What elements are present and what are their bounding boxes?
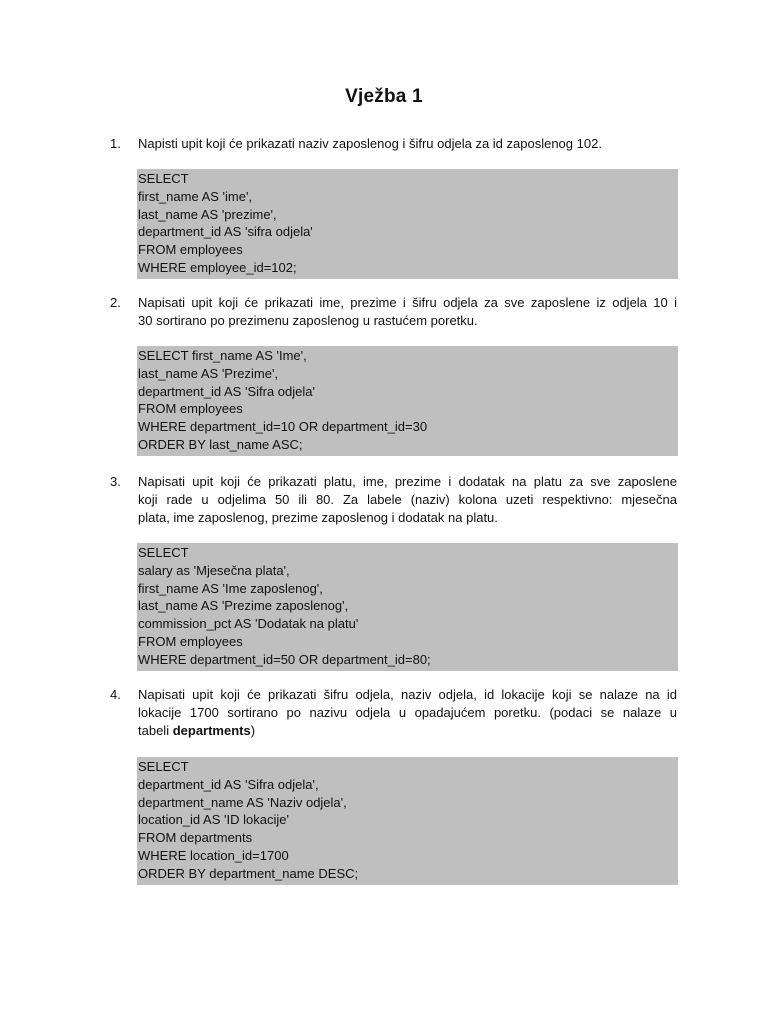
code-line: department_id AS 'sifra odjela' <box>138 224 313 240</box>
sql-code-block-1 <box>137 169 678 279</box>
question-line: Napisati upit koji će prikazati šifru odjela, naziv odjela, id lokacije koji se nalaze na id <box>138 687 677 702</box>
code-line: WHERE department_id=10 OR department_id=30 <box>138 419 428 435</box>
code-line: department_id AS 'Sifra odjela' <box>138 383 315 399</box>
code-line: salary as 'Mjesečna plata', <box>138 562 290 578</box>
question-line: Napisti upit koji će prikazati naziv zaposlenog i šifru odjela za id zaposlenog 102. <box>138 136 602 151</box>
code-line: WHERE department_id=50 OR department_id=80; <box>138 651 431 667</box>
code-line: first_name AS 'Ime zaposlenog', <box>138 580 323 596</box>
code-line: location_id AS 'ID lokacije' <box>138 812 289 828</box>
question-text: tabeli <box>138 723 173 738</box>
code-line: department_id AS 'Sifra odjela', <box>138 776 319 792</box>
question-line: lokacije 1700 sortirano po nazivu odjela u opadajućem poretku. (podaci se nalaze u <box>138 705 677 720</box>
question-line: Napisati upit koji će prikazati platu, ime, prezime i dodatak na platu za sve zaposlene <box>138 474 677 489</box>
exercise-question <box>138 686 677 740</box>
sql-code-block-2 <box>137 346 678 456</box>
exercise-question <box>138 473 677 527</box>
sql-code-block-3 <box>137 543 678 671</box>
code-line: SELECT <box>138 759 189 774</box>
question-text: ) <box>250 723 256 738</box>
sql-code-block-4 <box>137 757 678 885</box>
code-line: first_name AS 'ime', <box>138 188 253 204</box>
table-name-bold: departments <box>172 723 251 738</box>
code-line: last_name AS 'prezime', <box>138 206 277 222</box>
code-line: WHERE employee_id=102; <box>138 259 297 275</box>
exercise-question <box>138 135 677 153</box>
exercise-number: 1. <box>110 136 121 151</box>
code-line: FROM employees <box>138 242 243 258</box>
question-line: Napisati upit koji će prikazati ime, prezime i šifru odjela za sve zaposlene iz odjela 10 i <box>138 295 677 310</box>
exercise-number: 4. <box>110 687 121 702</box>
question-line-with-bold <box>138 722 677 740</box>
code-line: department_name AS 'Naziv odjela', <box>138 794 347 810</box>
code-line: WHERE location_id=1700 <box>138 847 289 863</box>
code-line: ORDER BY department_name DESC; <box>138 865 359 881</box>
code-line: last_name AS 'Prezime zaposlenog', <box>138 598 349 614</box>
question-line: koji rade u odjelima 50 ili 80. Za labele (naziv) kolona uzeti respektivno: mjesečna <box>138 492 677 507</box>
code-line: FROM departments <box>138 830 253 846</box>
code-line: SELECT <box>138 545 189 560</box>
code-line: FROM employees <box>138 401 243 417</box>
code-line: last_name AS 'Prezime', <box>138 365 279 381</box>
code-line: commission_pct AS 'Dodatak na platu' <box>138 616 359 632</box>
exercise-number: 3. <box>110 474 121 489</box>
question-line: plata, ime zaposlenog, prezime zaposlenog i dodatak na platu. <box>138 510 498 525</box>
code-line: ORDER BY last_name ASC; <box>138 436 303 452</box>
code-line: SELECT <box>138 171 189 186</box>
exercise-number: 2. <box>110 295 121 310</box>
code-line: FROM employees <box>138 633 243 649</box>
page-title: Vježba 1 <box>345 86 423 107</box>
code-line: SELECT first_name AS 'Ime', <box>138 348 307 363</box>
exercise-question <box>138 294 677 330</box>
question-line: 30 sortirano po prezimenu zaposlenog u rastućem poretku. <box>138 313 478 328</box>
